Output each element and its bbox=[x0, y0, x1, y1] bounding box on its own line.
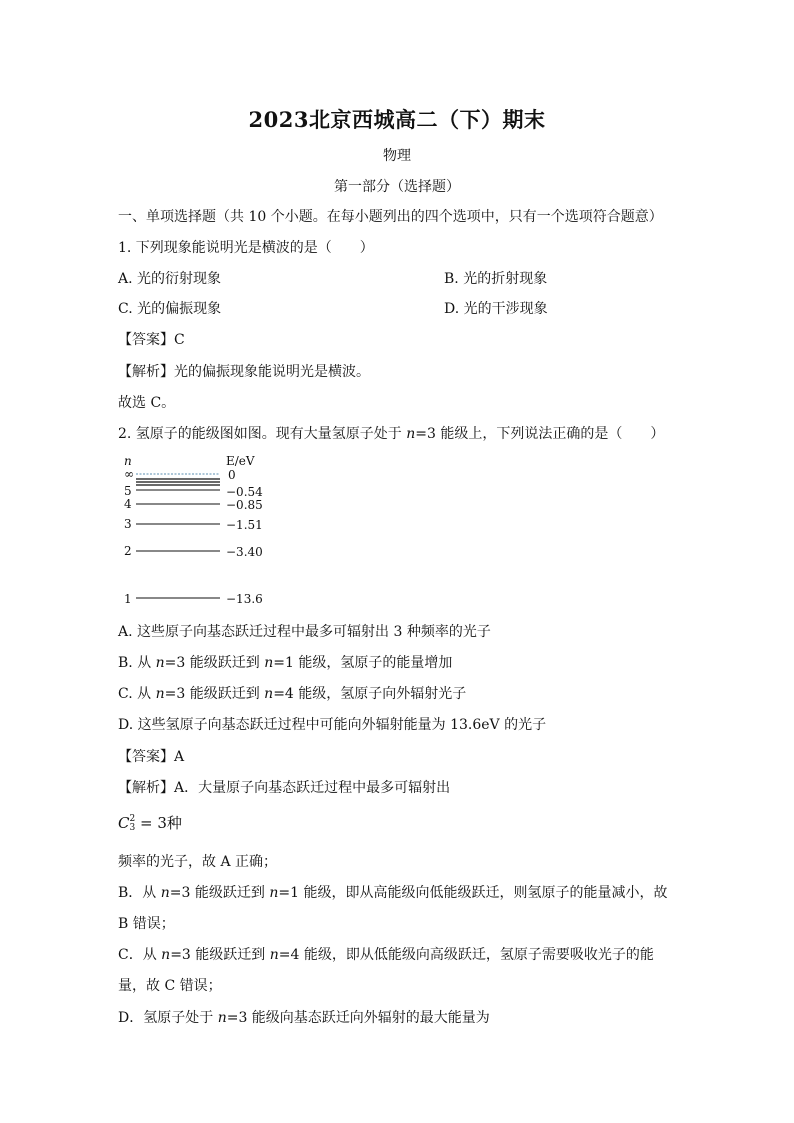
q2-stem bbox=[118, 424, 664, 444]
q2-b-post: =1 能级，氢原子的能量增加 bbox=[273, 655, 453, 671]
q2-ab-mid: =3 能级跃迁到 bbox=[169, 885, 270, 901]
q2-option-b bbox=[118, 653, 452, 673]
q2-b-v2: n bbox=[264, 655, 274, 671]
level-n-4: 4 bbox=[124, 497, 132, 511]
q2-analysis-b-line1 bbox=[118, 883, 667, 903]
q1-analysis: 【解析】光的偏振现象能说明光是横波。 bbox=[118, 364, 370, 380]
level-e-inf: 0 bbox=[228, 468, 236, 482]
level-n-5: 5 bbox=[124, 484, 132, 498]
level-e-1: −13.6 bbox=[226, 592, 263, 606]
section-heading: 一、单项选择题（共 10 个小题。在每小题列出的四个选项中，只有一个选项符合题意） bbox=[118, 209, 663, 225]
q1-stem: 1. 下列现象能说明光是横波的是（ ） bbox=[118, 240, 374, 256]
q2-ab-post: =1 能级，即从高能级向低能级跃迁，则氢原子的能量减小，故 bbox=[278, 885, 668, 901]
q2-c-v2: n bbox=[264, 686, 274, 702]
q1-option-c: C. 光的偏振现象 bbox=[118, 301, 222, 317]
formula-c: C bbox=[118, 814, 130, 832]
q2-option-a: A. 这些原子向基态跃迁过程中最多可辐射出 3 种频率的光子 bbox=[118, 624, 491, 640]
q2-ab-v2: n bbox=[269, 885, 279, 901]
q2-ac-mid: =3 能级跃迁到 bbox=[170, 947, 270, 963]
q2-analysis-b-line2: B 错误； bbox=[118, 916, 175, 932]
level-e-4: −0.85 bbox=[226, 498, 263, 512]
level-e-3: −1.51 bbox=[226, 518, 263, 532]
q2-ad-pre: D．氢原子处于 bbox=[118, 1010, 218, 1026]
q2-b-pre: B. 从 bbox=[118, 655, 156, 671]
q2-stem-pre: 2. 氢原子的能级图如图。现有大量氢原子处于 bbox=[118, 426, 407, 442]
q2-stem-var: n bbox=[406, 426, 416, 442]
formula-rest: = 3种 bbox=[135, 814, 182, 832]
q2-answer: 【答案】A bbox=[118, 749, 185, 765]
level-e-5: −0.54 bbox=[226, 485, 263, 499]
q2-analysis-c-line1 bbox=[118, 945, 654, 965]
q2-ac-v1: n bbox=[161, 947, 171, 963]
q1-option-a: A. 光的衍射现象 bbox=[118, 271, 222, 287]
q2-b-mid: =3 能级跃迁到 bbox=[164, 655, 265, 671]
q2-ac-post: =4 能级，即从低能级向高级跃迁，氢原子需要吸收光子的能 bbox=[278, 947, 654, 963]
q2-option-d: D. 这些氢原子向基态跃迁过程中可能向外辐射能量为 13.6eV 的光子 bbox=[118, 717, 547, 733]
level-n-3: 3 bbox=[124, 517, 132, 531]
level-n-2: 2 bbox=[124, 544, 132, 558]
q1-option-d: D. 光的干涉现象 bbox=[444, 301, 548, 317]
q2-ab-v1: n bbox=[160, 885, 170, 901]
q2-c-v1: n bbox=[155, 686, 165, 702]
level-e-2: −3.40 bbox=[226, 545, 263, 559]
q2-b-v1: n bbox=[155, 655, 165, 671]
q2-c-mid: =3 能级跃迁到 bbox=[164, 686, 265, 702]
energy-level-diagram bbox=[118, 455, 278, 615]
part-heading: 第一部分（选择题） bbox=[334, 179, 460, 195]
q2-a-tail: 频率的光子，故 A 正确； bbox=[118, 854, 278, 870]
q2-stem-post: =3 能级上，下列说法正确的是（ ） bbox=[415, 426, 665, 442]
q2-analysis-d-line1 bbox=[118, 1008, 490, 1028]
page-title: 2023北京西城高二（下）期末 bbox=[248, 107, 546, 132]
level-n-inf: ∞ bbox=[124, 467, 134, 481]
q2-ad-v1: n bbox=[217, 1010, 227, 1026]
q2-ab-pre: B．从 bbox=[118, 885, 161, 901]
q1-conclusion: 故选 C。 bbox=[118, 395, 176, 411]
q1-option-b: B. 光的折射现象 bbox=[444, 271, 548, 287]
q2-ac-v2: n bbox=[269, 947, 279, 963]
q2-ad-post: =3 能级向基态跃迁向外辐射的最大能量为 bbox=[226, 1010, 490, 1026]
q2-c-pre: C. 从 bbox=[118, 686, 156, 702]
q1-answer: 【答案】C bbox=[118, 332, 185, 348]
q2-analysis: 【解析】A．大量原子向基态跃迁过程中最多可辐射出 bbox=[118, 780, 451, 796]
q2-ac-pre: C．从 bbox=[118, 947, 162, 963]
q2-analysis-c-line2: 量，故 C 错误； bbox=[118, 978, 222, 994]
formula-sub: 3 bbox=[129, 823, 136, 833]
combination-formula bbox=[118, 812, 182, 833]
diagram-e-label: E/eV bbox=[226, 455, 255, 468]
level-n-1: 1 bbox=[124, 592, 132, 606]
subject-label: 物理 bbox=[383, 148, 411, 164]
q2-option-c bbox=[118, 684, 466, 704]
diagram-n-label: n bbox=[124, 455, 132, 468]
formula-sup: 2 bbox=[129, 814, 136, 824]
q2-c-post: =4 能级，氢原子向外辐射光子 bbox=[273, 686, 467, 702]
